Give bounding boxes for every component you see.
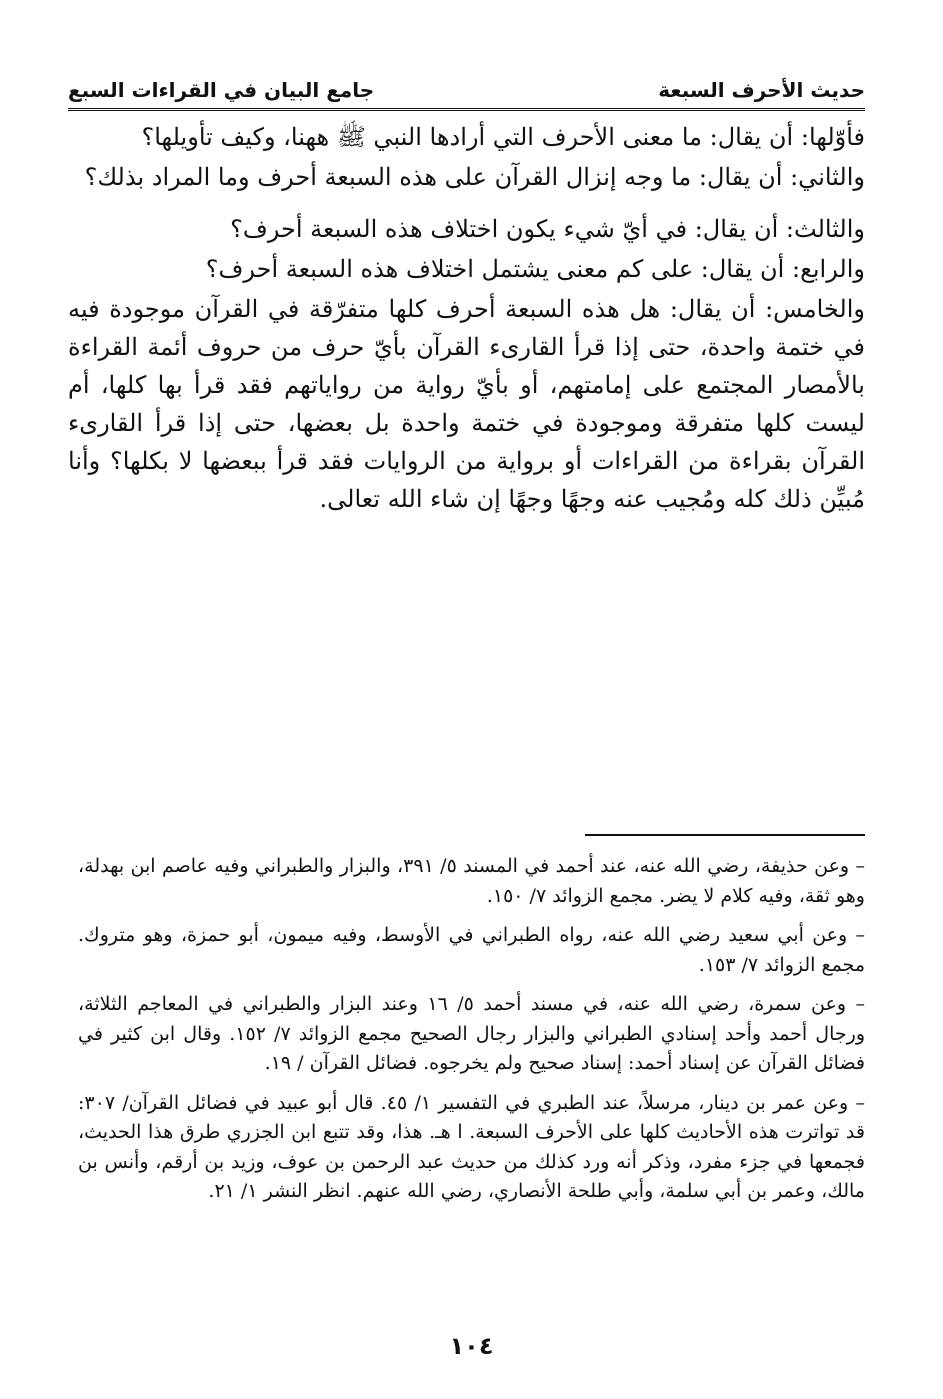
paragraph-first: فأوّلها: أن يقال: ما معنى الأحرف التي أرادها النبي ﷺ ههنا، وكيف تأويلها؟ <box>141 123 865 151</box>
footnote-hudhayfa: – وعن حذيفة، رضي الله عنه، عند أحمد في المسند ٥/ ٣٩١، والبزار والطبراني وفيه عاصم ابن بهدلة، وهو ثقة، وفيه كلام لا يضر. مجمع الزوائد ٧/ ١٥٠. <box>78 855 865 907</box>
main-text <box>68 118 865 532</box>
paragraph-fourth: والرابع: أن يقال: على كم معنى يشتمل اختلاف هذه السبعة أحرف؟ <box>205 255 865 283</box>
paragraph-third: والثالث: أن يقال: في أيّ شيء يكون اختلاف هذه السبعة أحرف؟ <box>230 215 865 243</box>
page-number: ١٠٤ <box>449 1332 494 1360</box>
footnote-umar-ibn-dinar: – وعن عمر بن دينار، مرسلاً، عند الطبري في التفسير ١/ ٤٥. قال أبو عبيد في فضائل القرآن/ ٣٠٧: قد تواترت هذه الأحاديث كلها على الأحرف السبعة. ا هـ. هذا، وقد تتبع ابن الجزري طرق هذا الحديث، فجمعها في جزء مفرد، وذكر أنه ورد كذلك من حديث عبد الرحمن بن عوف، وزيد بن أرقم، وأنس بن مالك، وعمر بن أبي سلمة، وأبي طلحة الأنصاري، رضي الله عنهم. انظر النشر ١/ ٢١. <box>78 1091 865 1202</box>
footnotes <box>78 852 865 1217</box>
paragraph-fifth: والخامس: أن يقال: هل هذه السبعة أحرف كلها متفرّقة في القرآن موجودة فيه في ختمة واحدة، حتى إذا قرأ القارىء القرآن بأيّ حرف من حروف أئمة القراءة بالأمصار المجتمع على إمامتهم، أو بأيّ رواية من رواياتهم فقد قرأ بها كلها، أم ليست كلها متفرقة وموجودة في ختمة واحدة بل بعضها، حتى إذا قرأ القارىء القرآن بقراءة من القراءات أو برواية من الروايات فقد قرأ ببعضها لا بكلها؟ وأنا مُبيِّن ذلك كله ومُجيب عنه وجهًا وجهًا إن شاء الله تعالى. <box>68 295 866 513</box>
book-title: جامع البيان في القراءات السبع <box>68 78 375 102</box>
header-rule <box>68 108 865 111</box>
paragraph-second: والثاني: أن يقال: ما وجه إنزال القرآن على هذه السبعة أحرف وما المراد بذلك؟ <box>84 163 865 191</box>
footnote-abu-said: – وعن أبي سعيد رضي الله عنه، رواه الطبراني في الأوسط، وفيه ميمون، أبو حمزة، وهو متروك. مجمع الزوائد ٧/ ١٥٣. <box>78 924 865 976</box>
running-header <box>68 62 865 102</box>
footnote-separator <box>585 834 865 836</box>
chapter-title: حديث الأحرف السبعة <box>658 78 865 102</box>
footnote-samura: – وعن سمرة، رضي الله عنه، في مسند أحمد ٥/ ١٦ وعند البزار والطبراني في المعاجم الثلاثة، ورجال أحمد وأحد إسنادي الطبراني والبزار رجال الصحيح مجمع الزوائد ٧/ ١٥٢. وقال ابن كثير في فضائل القرآن عن إسناد أحمد: إسناد صحيح ولم يخرجوه. فضائل القرآن / ١٩. <box>78 993 865 1074</box>
